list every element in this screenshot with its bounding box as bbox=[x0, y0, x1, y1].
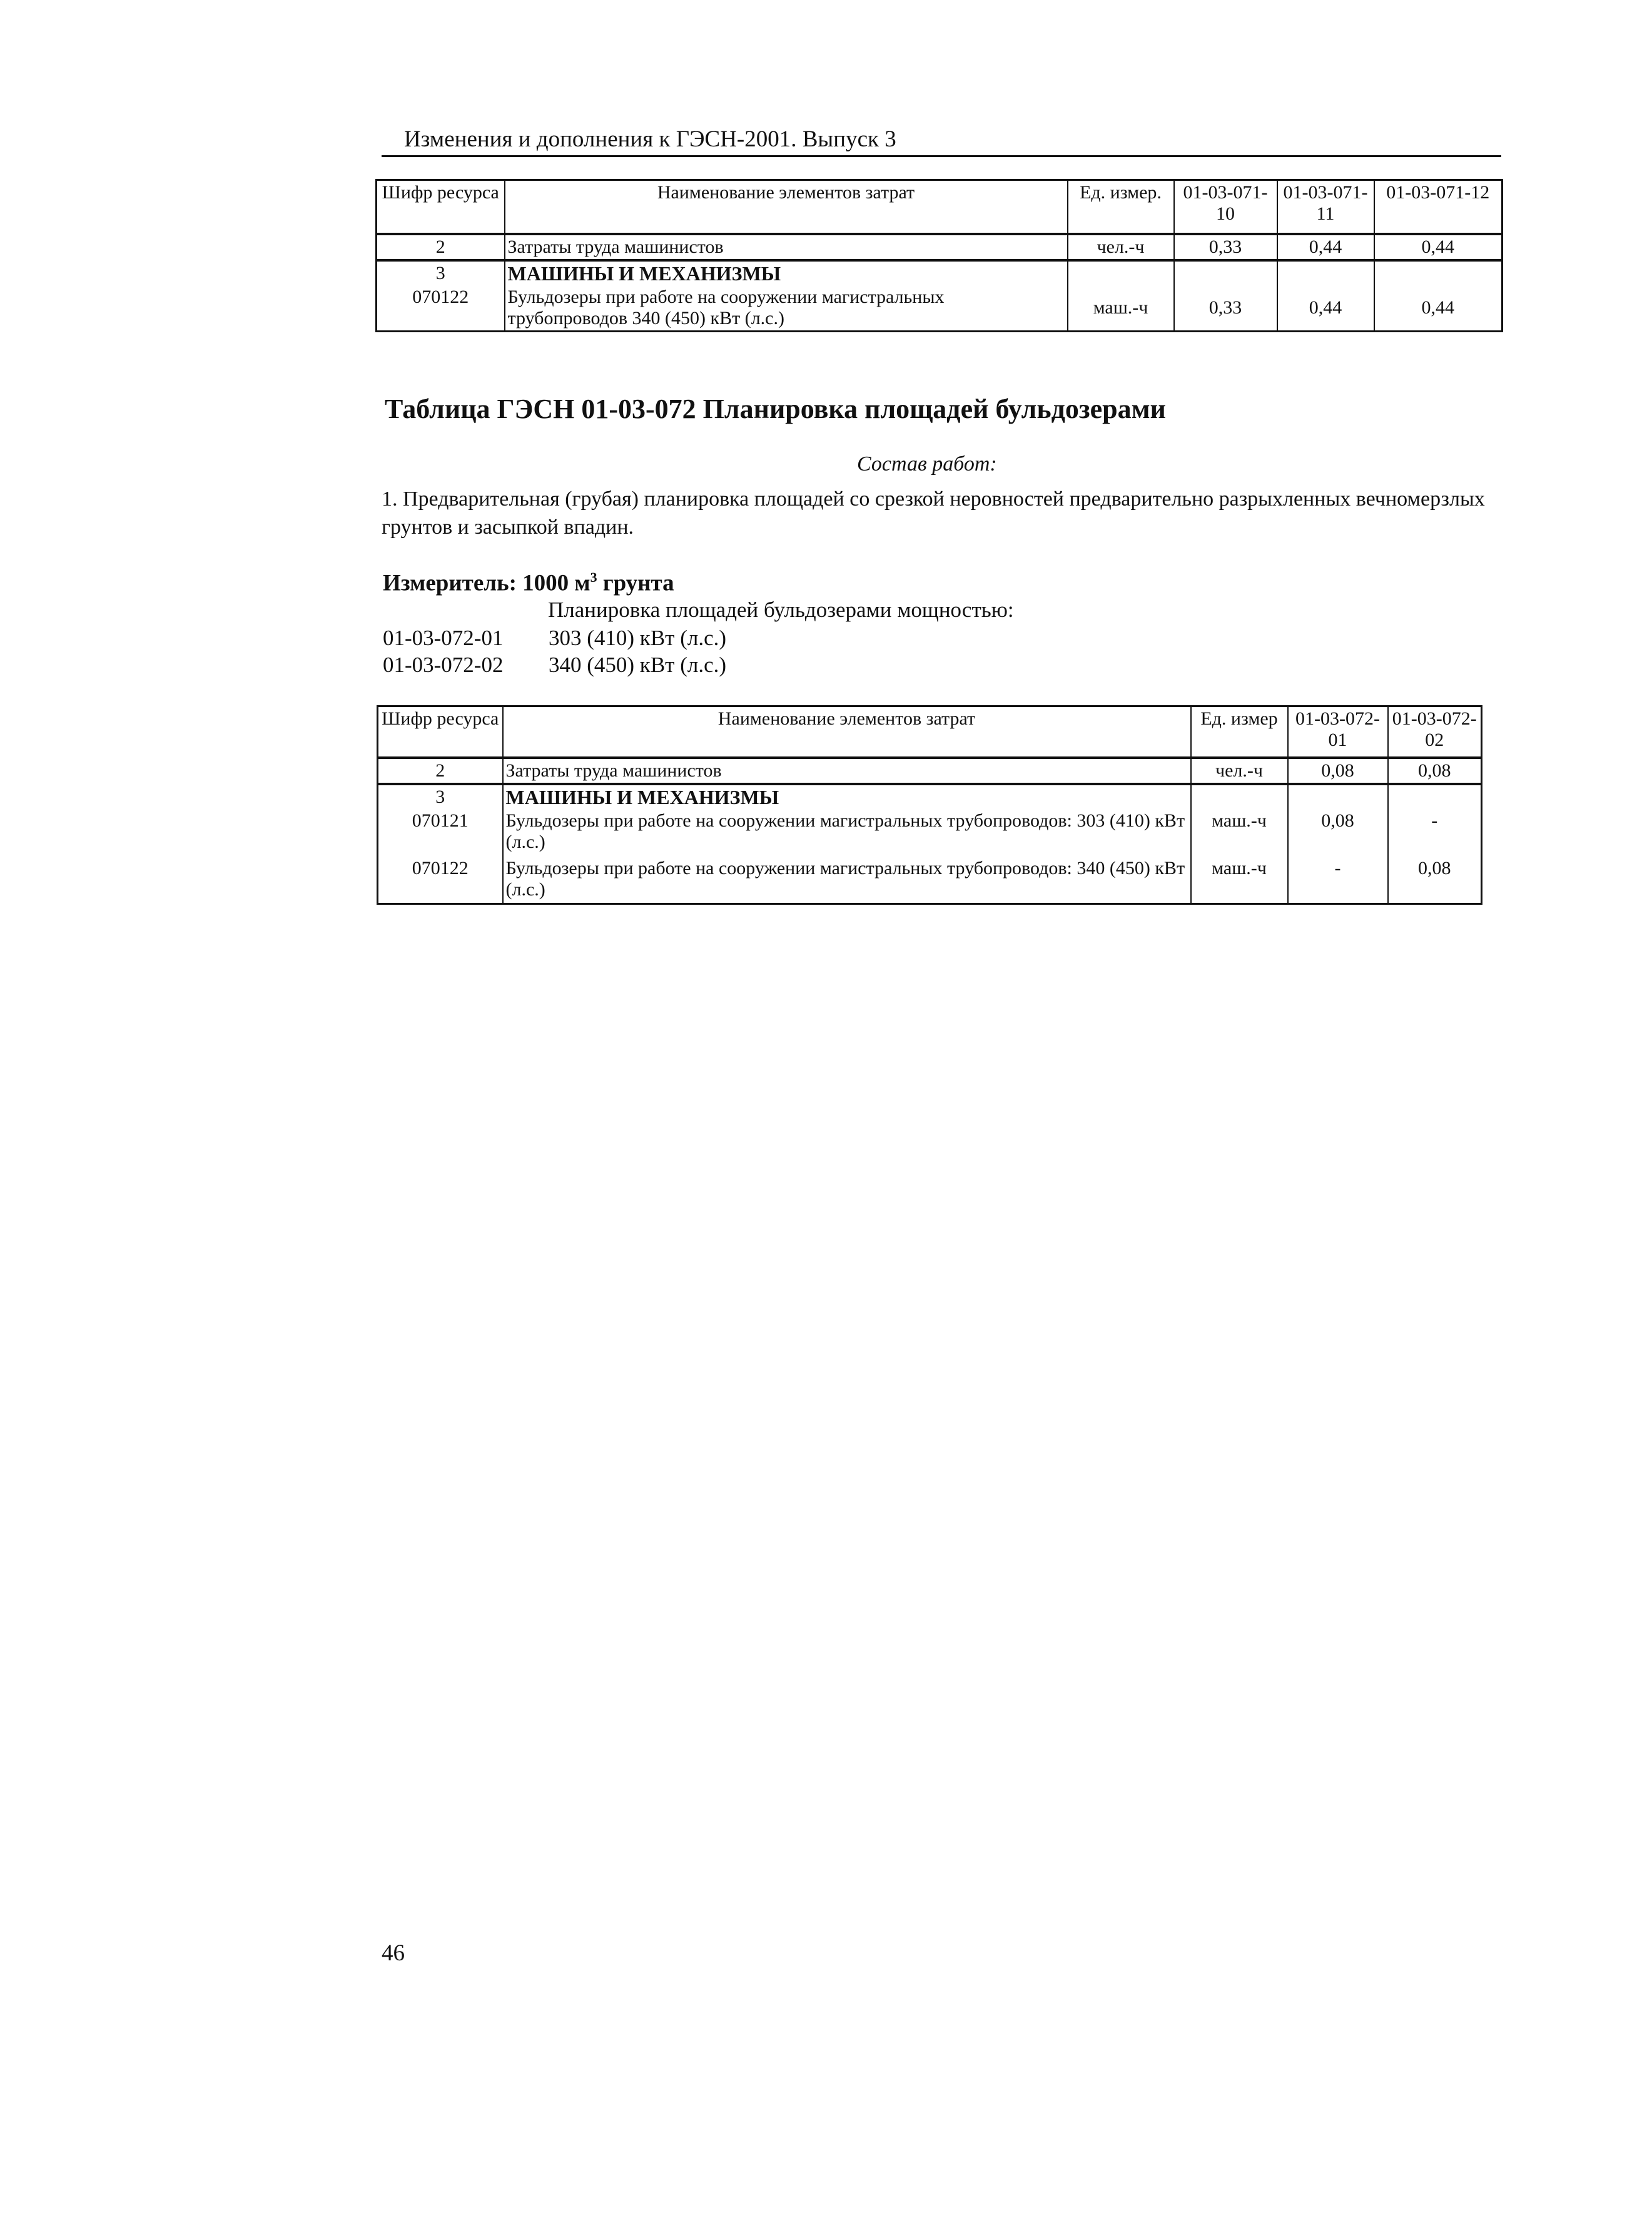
variant-desc: 303 (410) кВт (л.с.) bbox=[549, 626, 727, 650]
section-name: МАШИНЫ И МЕХАНИЗМЫ bbox=[505, 260, 1068, 285]
page-number: 46 bbox=[382, 1940, 405, 1966]
table-section-row bbox=[377, 260, 1503, 285]
header-code: Шифр ресурса bbox=[378, 706, 503, 758]
table-row bbox=[378, 857, 1482, 904]
table-row bbox=[378, 758, 1482, 784]
row-value: 0,44 bbox=[1277, 285, 1374, 332]
header-col-1: 01-03-071-10 bbox=[1174, 180, 1277, 234]
row-name: Затраты труда машинистов bbox=[505, 234, 1068, 260]
meter-suffix: грунта bbox=[597, 570, 674, 596]
works-heading: Состав работ: bbox=[857, 452, 997, 476]
row-value: 0,33 bbox=[1174, 234, 1277, 260]
section-code: 3 bbox=[377, 260, 505, 285]
meter-label: Измеритель: 1000 м bbox=[383, 570, 590, 596]
row-code: 2 bbox=[377, 234, 505, 260]
row-code: 070122 bbox=[377, 285, 505, 332]
resource-table-072 bbox=[377, 705, 1482, 905]
variant-desc: 340 (450) кВт (л.с.) bbox=[549, 653, 727, 677]
row-unit: чел.-ч bbox=[1068, 234, 1174, 260]
header-code: Шифр ресурса bbox=[377, 180, 505, 234]
row-code: 2 bbox=[378, 758, 503, 784]
table-header-row bbox=[378, 706, 1482, 758]
row-value: 0,44 bbox=[1374, 234, 1503, 260]
section-name: МАШИНЫ И МЕХАНИЗМЫ bbox=[503, 784, 1191, 809]
row-value: 0,08 bbox=[1388, 758, 1482, 784]
row-value: 0,44 bbox=[1374, 285, 1503, 332]
table-header-row bbox=[377, 180, 1503, 234]
row-unit: маш.-ч bbox=[1191, 857, 1288, 904]
header-col-2: 01-03-071-11 bbox=[1277, 180, 1374, 234]
row-name: Затраты труда машинистов bbox=[503, 758, 1191, 784]
row-value: 0,33 bbox=[1174, 285, 1277, 332]
row-value: 0,44 bbox=[1277, 234, 1374, 260]
variants-caption: Планировка площадей бульдозерами мощностью: bbox=[548, 598, 1014, 622]
header-col-1: 01-03-072-01 bbox=[1288, 706, 1388, 758]
row-name: Бульдозеры при работе на сооружении магистральных трубопроводов: 340 (450) кВт (л.с.) bbox=[503, 857, 1191, 904]
table-title: Таблица ГЭСН 01-03-072 Планировка площадей бульдозерами bbox=[385, 394, 1166, 424]
header-unit: Ед. измер bbox=[1191, 706, 1288, 758]
variant-code: 01-03-072-02 bbox=[383, 653, 504, 677]
header-col-2: 01-03-072-02 bbox=[1388, 706, 1482, 758]
row-value: 0,08 bbox=[1288, 758, 1388, 784]
row-code: 070122 bbox=[378, 857, 503, 904]
resource-table-071 bbox=[375, 179, 1503, 332]
row-value: - bbox=[1388, 809, 1482, 857]
row-unit: маш.-ч bbox=[1191, 809, 1288, 857]
meter-line bbox=[383, 569, 674, 596]
row-unit: маш.-ч bbox=[1068, 285, 1174, 332]
header-name: Наименование элементов затрат bbox=[505, 180, 1068, 234]
row-value: 0,08 bbox=[1288, 809, 1388, 857]
running-header-title: Изменения и дополнения к ГЭСН-2001. Выпуск 3 bbox=[404, 126, 896, 152]
row-unit: чел.-ч bbox=[1191, 758, 1288, 784]
section-code: 3 bbox=[378, 784, 503, 809]
table-row bbox=[378, 809, 1482, 857]
table-section-row bbox=[378, 784, 1482, 809]
table-row bbox=[377, 285, 1503, 332]
row-name: Бульдозеры при работе на сооружении магистральных трубопроводов: 303 (410) кВт (л.с.) bbox=[503, 809, 1191, 857]
table-row bbox=[377, 234, 1503, 260]
row-code: 070121 bbox=[378, 809, 503, 857]
variant-code: 01-03-072-01 bbox=[383, 626, 504, 650]
row-value: - bbox=[1288, 857, 1388, 904]
works-item: 1. Предварительная (грубая) планировка площадей со срезкой неровностей предварительно разрыхленных вечномерзлых грунтов и засыпкой впадин. bbox=[382, 487, 1485, 539]
header-name: Наименование элементов затрат bbox=[503, 706, 1191, 758]
header-unit: Ед. измер. bbox=[1068, 180, 1174, 234]
meter-sup: 3 bbox=[590, 569, 597, 585]
header-col-3: 01-03-071-12 bbox=[1374, 180, 1503, 234]
row-value: 0,08 bbox=[1388, 857, 1482, 904]
row-name: Бульдозеры при работе на сооружении магистральных трубопроводов 340 (450) кВт (л.с.) bbox=[505, 285, 1068, 332]
running-header bbox=[382, 124, 1501, 157]
